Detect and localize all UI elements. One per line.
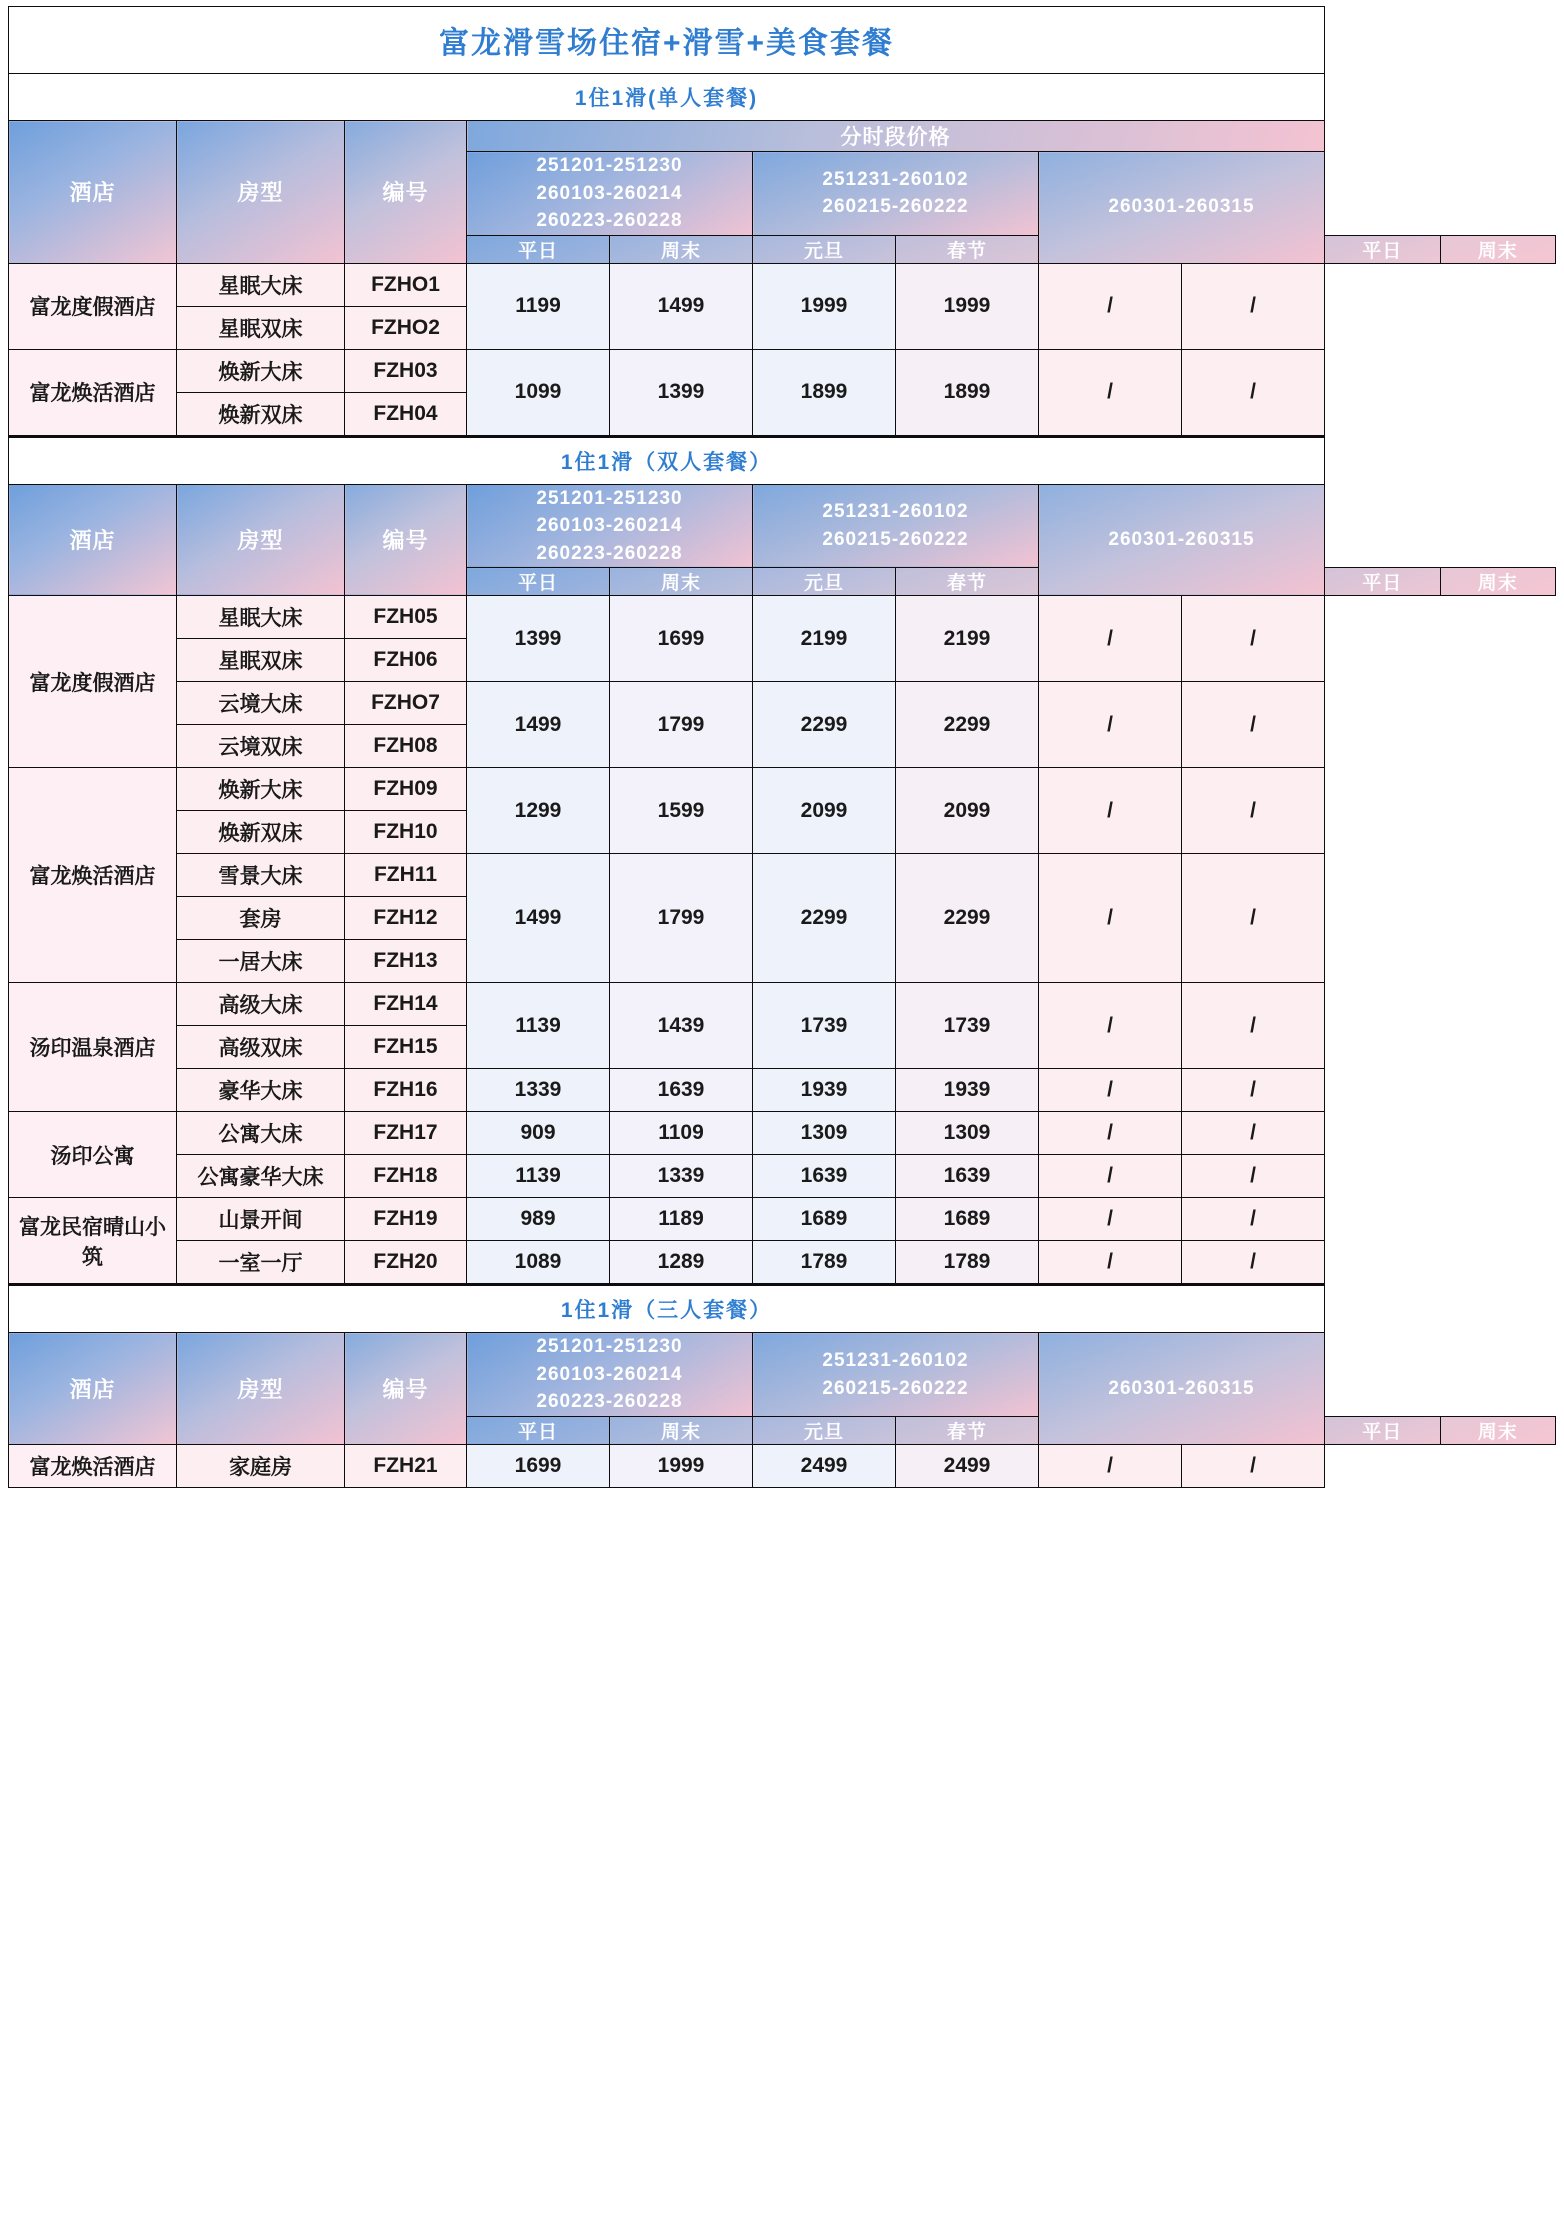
price-yuandan: 2499 [753, 1444, 896, 1487]
table-row [9, 854, 1556, 897]
price-weekday-2: / [1039, 983, 1182, 1069]
price-weekday-2: / [1039, 1198, 1182, 1241]
table-row [9, 596, 1556, 639]
price-weekend-1: 1699 [610, 596, 753, 682]
hotel-name: 汤印公寓 [9, 1112, 177, 1198]
col-header-weekday-2: 平日 [1325, 568, 1441, 596]
price-yuandan: 1309 [753, 1112, 896, 1155]
col-header-range-3: 260301-260315 [1039, 484, 1325, 596]
price-yuandan: 1639 [753, 1155, 896, 1198]
room-type: 家庭房 [177, 1444, 345, 1487]
col-header-weekend-2: 周末 [1440, 1416, 1556, 1444]
room-code: FZH14 [345, 983, 467, 1026]
price-weekday-2: / [1039, 349, 1182, 436]
price-weekday-1: 1339 [467, 1069, 610, 1112]
col-header-yuandan: 元旦 [753, 568, 896, 596]
col-header-hotel: 酒店 [9, 1333, 177, 1445]
col-header-room: 房型 [177, 121, 345, 264]
room-code: FZHO2 [345, 306, 467, 349]
table-row [9, 263, 1556, 306]
table-row [9, 349, 1556, 392]
col-header-range-1: 251201-251230 260103-260214 260223-260228 [467, 484, 753, 568]
col-header-chunjie: 春节 [896, 235, 1039, 263]
price-weekend-2: / [1182, 1198, 1325, 1241]
room-code: FZH11 [345, 854, 467, 897]
col-header-weekday-2: 平日 [1325, 1416, 1441, 1444]
col-header-range-1: 251201-251230 260103-260214 260223-260228 [467, 152, 753, 236]
price-weekday-2: / [1039, 1069, 1182, 1112]
price-weekend-2: / [1182, 1112, 1325, 1155]
table-row [9, 1069, 1556, 1112]
col-header-chunjie: 春节 [896, 1416, 1039, 1444]
price-weekend-2: / [1182, 263, 1325, 349]
price-chunjie: 2099 [896, 768, 1039, 854]
room-type: 焕新双床 [177, 811, 345, 854]
price-chunjie: 1309 [896, 1112, 1039, 1155]
room-type: 云境大床 [177, 682, 345, 725]
room-code: FZH06 [345, 639, 467, 682]
price-weekend-1: 1599 [610, 768, 753, 854]
col-header-weekend-2: 周末 [1440, 235, 1556, 263]
price-yuandan: 2299 [753, 682, 896, 768]
col-header-code: 编号 [345, 484, 467, 596]
price-yuandan: 2299 [753, 854, 896, 983]
price-weekday-1: 1139 [467, 983, 610, 1069]
price-weekday-1: 1199 [467, 263, 610, 349]
table-row [9, 1155, 1556, 1198]
room-type: 高级大床 [177, 983, 345, 1026]
room-code: FZH21 [345, 1444, 467, 1487]
room-type: 一居大床 [177, 940, 345, 983]
price-weekday-2: / [1039, 1155, 1182, 1198]
room-code: FZH18 [345, 1155, 467, 1198]
room-code: FZH15 [345, 1026, 467, 1069]
price-weekend-1: 1399 [610, 349, 753, 436]
price-weekend-1: 1339 [610, 1155, 753, 1198]
table-row [9, 121, 1556, 152]
price-weekday-1: 1299 [467, 768, 610, 854]
room-code: FZH09 [345, 768, 467, 811]
price-weekday-2: / [1039, 596, 1182, 682]
table-row [9, 1285, 1556, 1333]
col-header-chunjie: 春节 [896, 568, 1039, 596]
room-type: 豪华大床 [177, 1069, 345, 1112]
price-weekday-2: / [1039, 1112, 1182, 1155]
price-weekend-1: 1189 [610, 1198, 753, 1241]
package-price-table [8, 6, 1556, 1488]
room-code: FZH12 [345, 897, 467, 940]
price-weekend-2: / [1182, 1069, 1325, 1112]
price-chunjie: 2299 [896, 682, 1039, 768]
room-code: FZH13 [345, 940, 467, 983]
room-type: 套房 [177, 897, 345, 940]
price-chunjie: 1639 [896, 1155, 1039, 1198]
table-row [9, 484, 1556, 568]
room-type: 雪景大床 [177, 854, 345, 897]
price-weekend-2: / [1182, 1444, 1325, 1487]
price-weekday-1: 1399 [467, 596, 610, 682]
col-header-yuandan: 元旦 [753, 235, 896, 263]
hotel-name: 富龙度假酒店 [9, 596, 177, 768]
price-weekend-1: 1799 [610, 854, 753, 983]
price-chunjie: 1789 [896, 1241, 1039, 1285]
col-header-range-3: 260301-260315 [1039, 1333, 1325, 1445]
room-type: 星眠大床 [177, 263, 345, 306]
table-row [9, 1112, 1556, 1155]
price-weekday-1: 909 [467, 1112, 610, 1155]
room-type: 公寓大床 [177, 1112, 345, 1155]
col-header-weekend-1: 周末 [610, 235, 753, 263]
price-yuandan: 1999 [753, 263, 896, 349]
price-weekend-1: 1109 [610, 1112, 753, 1155]
hotel-name: 汤印温泉酒店 [9, 983, 177, 1112]
room-code: FZH04 [345, 392, 467, 436]
price-weekend-1: 1439 [610, 983, 753, 1069]
price-weekday-1: 989 [467, 1198, 610, 1241]
hotel-name: 富龙焕活酒店 [9, 349, 177, 436]
price-chunjie: 1739 [896, 983, 1039, 1069]
col-header-room: 房型 [177, 484, 345, 596]
price-yuandan: 1939 [753, 1069, 896, 1112]
price-weekend-1: 1289 [610, 1241, 753, 1285]
section-title: 1住1滑（双人套餐） [9, 436, 1325, 484]
price-chunjie: 1939 [896, 1069, 1039, 1112]
room-type: 星眠双床 [177, 306, 345, 349]
table-row [9, 1333, 1556, 1417]
price-weekend-2: / [1182, 596, 1325, 682]
price-yuandan: 1689 [753, 1198, 896, 1241]
price-weekday-1: 1139 [467, 1155, 610, 1198]
room-type: 公寓豪华大床 [177, 1155, 345, 1198]
room-code: FZHO1 [345, 263, 467, 306]
price-yuandan: 2199 [753, 596, 896, 682]
hotel-name: 富龙度假酒店 [9, 263, 177, 349]
price-weekday-1: 1089 [467, 1241, 610, 1285]
col-header-range-3: 260301-260315 [1039, 152, 1325, 264]
price-weekend-2: / [1182, 768, 1325, 854]
room-type: 星眠双床 [177, 639, 345, 682]
section-title: 1住1滑(单人套餐) [9, 74, 1325, 121]
room-type: 焕新双床 [177, 392, 345, 436]
price-yuandan: 1789 [753, 1241, 896, 1285]
price-weekday-1: 1699 [467, 1444, 610, 1487]
col-header-yuandan: 元旦 [753, 1416, 896, 1444]
col-header-weekday-2: 平日 [1325, 235, 1441, 263]
price-chunjie: 1899 [896, 349, 1039, 436]
room-type: 星眠大床 [177, 596, 345, 639]
price-weekend-1: 1799 [610, 682, 753, 768]
table-row [9, 1198, 1556, 1241]
price-yuandan: 1899 [753, 349, 896, 436]
room-code: FZH10 [345, 811, 467, 854]
table-row [9, 768, 1556, 811]
col-header-hotel: 酒店 [9, 121, 177, 264]
table-row [9, 7, 1556, 74]
room-code: FZH05 [345, 596, 467, 639]
price-weekend-2: / [1182, 682, 1325, 768]
col-header-weekend-1: 周末 [610, 568, 753, 596]
col-header-code: 编号 [345, 1333, 467, 1445]
hotel-name: 富龙焕活酒店 [9, 1444, 177, 1487]
price-chunjie: 2199 [896, 596, 1039, 682]
table-row [9, 1444, 1556, 1487]
price-chunjie: 1689 [896, 1198, 1039, 1241]
col-header-weekday-1: 平日 [467, 1416, 610, 1444]
price-weekend-2: / [1182, 1155, 1325, 1198]
price-weekday-2: / [1039, 854, 1182, 983]
col-header-range-2: 251231-260102 260215-260222 [753, 484, 1039, 568]
page-title: 富龙滑雪场住宿+滑雪+美食套餐 [9, 7, 1325, 74]
col-header-room: 房型 [177, 1333, 345, 1445]
price-weekday-2: / [1039, 768, 1182, 854]
price-weekday-1: 1499 [467, 682, 610, 768]
section-title: 1住1滑（三人套餐） [9, 1285, 1325, 1333]
col-header-weekday-1: 平日 [467, 568, 610, 596]
hotel-name: 富龙民宿晴山小筑 [9, 1198, 177, 1285]
price-weekday-1: 1099 [467, 349, 610, 436]
room-type: 高级双床 [177, 1026, 345, 1069]
table-row [9, 74, 1556, 121]
price-weekend-2: / [1182, 349, 1325, 436]
price-weekend-1: 1999 [610, 1444, 753, 1487]
col-header-range-1: 251201-251230 260103-260214 260223-260228 [467, 1333, 753, 1417]
col-header-range-2: 251231-260102 260215-260222 [753, 1333, 1039, 1417]
price-weekday-2: / [1039, 682, 1182, 768]
room-code: FZH19 [345, 1198, 467, 1241]
room-type: 焕新大床 [177, 768, 345, 811]
room-code: FZH20 [345, 1241, 467, 1285]
price-yuandan: 1739 [753, 983, 896, 1069]
room-type: 焕新大床 [177, 349, 345, 392]
price-weekday-2: / [1039, 263, 1182, 349]
col-header-hotel: 酒店 [9, 484, 177, 596]
table-row [9, 983, 1556, 1026]
room-type: 云境双床 [177, 725, 345, 768]
price-weekend-2: / [1182, 854, 1325, 983]
room-code: FZH03 [345, 349, 467, 392]
col-header-weekend-2: 周末 [1440, 568, 1556, 596]
price-chunjie: 1999 [896, 263, 1039, 349]
price-weekend-1: 1499 [610, 263, 753, 349]
room-type: 一室一厅 [177, 1241, 345, 1285]
price-chunjie: 2299 [896, 854, 1039, 983]
price-yuandan: 2099 [753, 768, 896, 854]
table-row [9, 682, 1556, 725]
room-type: 山景开间 [177, 1198, 345, 1241]
room-code: FZHO7 [345, 682, 467, 725]
col-header-price-group: 分时段价格 [467, 121, 1325, 152]
col-header-weekday-1: 平日 [467, 235, 610, 263]
col-header-range-2: 251231-260102 260215-260222 [753, 152, 1039, 236]
price-chunjie: 2499 [896, 1444, 1039, 1487]
table-row [9, 436, 1556, 484]
price-weekend-2: / [1182, 1241, 1325, 1285]
col-header-weekend-1: 周末 [610, 1416, 753, 1444]
room-code: FZH08 [345, 725, 467, 768]
price-weekend-2: / [1182, 983, 1325, 1069]
table-row [9, 1241, 1556, 1285]
room-code: FZH16 [345, 1069, 467, 1112]
price-weekday-2: / [1039, 1241, 1182, 1285]
price-weekend-1: 1639 [610, 1069, 753, 1112]
room-code: FZH17 [345, 1112, 467, 1155]
price-weekday-1: 1499 [467, 854, 610, 983]
col-header-code: 编号 [345, 121, 467, 264]
hotel-name: 富龙焕活酒店 [9, 768, 177, 983]
price-weekday-2: / [1039, 1444, 1182, 1487]
